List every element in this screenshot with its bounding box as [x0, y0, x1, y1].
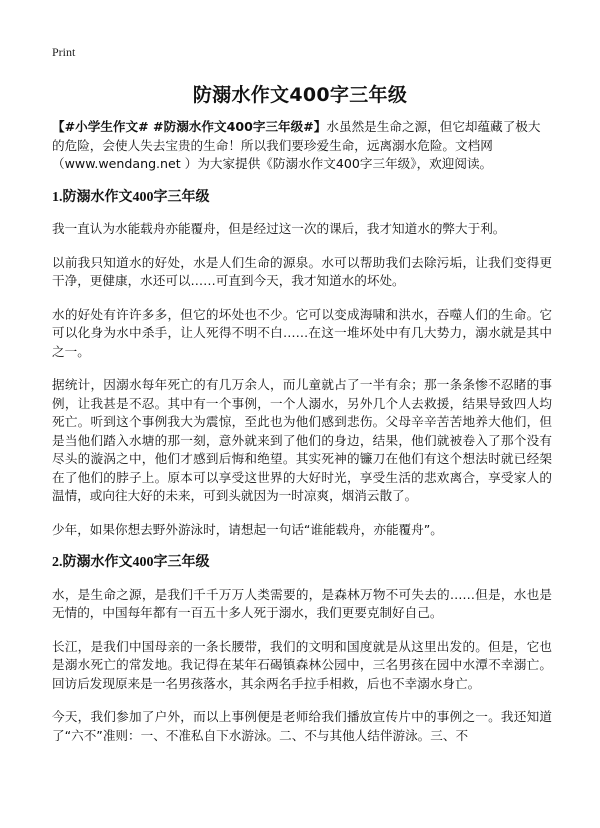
section-1-paragraph-1: 我一直认为水能载舟亦能覆舟，但是经过这一次的课后，我才知道水的弊大于利。 [52, 221, 506, 236]
section-1-paragraph-2: 以前我只知道水的好处，水是人们生命的源泉。水可以帮助我们去除污垢，让我们变得更干净，更健康，水还可以……可直到今天，我才知道水的坏处。 [52, 254, 552, 288]
section-1-paragraph-5: 少年，如果你想去野外游泳时，请想起一句话“谁能载舟，亦能覆舟”。 [52, 521, 443, 537]
section-2-heading: 2.防溺水作文400字三年级 [52, 555, 210, 570]
page-title: 防溺水作文400字三年级 [192, 84, 408, 106]
section-2-paragraph-2: 长江，是我们中国母亲的一条长腰带，我们的文明和国度就是从这里出发的。但是，它也是溺水死亡的常发地。我记得在某年石碣镇森林公园中，三名男孩在园中水潭不幸溺亡。回访后发现原来是一名男孩落水，其余两名手拉手相救，后也不幸溺水身亡。 [52, 638, 552, 691]
section-2-paragraph-3: 今天，我们参加了户外，而以上事例便是老师给我们播放宣传片中的事例之一。我还知道了“六不”准则：一、不准私自下水游泳。二、不与其他人结伴游泳。三、不 [52, 709, 552, 743]
section-2-paragraph-1: 水，是生命之源，是我们千千万万人类需要的，是森林万物不可失去的……但是，水也是无情的，中国每年都有一百五十多人死于溺水，我们更要克制好自己。 [52, 586, 552, 620]
section-1-paragraph-3: 水的好处有许许多多，但它的坏处也不少。它可以变成海啸和洪水，吞噬人们的生命。它可以化身为水中杀手，让人死得不明不白……在这一堆坏处中有几大势力，溺水就是其中之一。 [52, 306, 552, 359]
intro-paragraph [52, 118, 552, 174]
print-link[interactable]: Print [52, 45, 76, 59]
intro-tags: 【#小学生作文# #防溺水作文400字三年级#】 [52, 119, 327, 134]
article-body [52, 118, 552, 760]
section-1-heading: 1.防溺水作文400字三年级 [52, 189, 210, 205]
section-1-paragraph-4: 据统计，因溺水每年死亡的有几万余人，而儿童就占了一半有余；那一条条惨不忍睹的事例，让我甚是不忍。其中有一个事例，一个人溺水，另外几个人去救援，结果导致四人均死亡。听到这个事例我大为震惊，至此也为他们感到悲伤。父母辛辛苦苦地养大他们，但是当他们踏入水塘的那一刻，意外就来到了他们的身边，结果，他们就被卷入了那个没有尽头的漩涡之中，他们才感到后悔和绝望。其实死神的镰刀在他们有这个想法时就已经架在了他们的脖子上。原本可以享受这世界的大好时光，享受生活的悲欢离合，享受家人的温情，或向往大好的未来，可到头就因为一时凉爽，烟消云散了。 [52, 377, 552, 503]
intro-text: 水虽然是生命之源，但它却蕴藏了极大的危险，会使人失去宝贵的生命！所以我们要珍爱生命，远离溺水危险。文档网（www.wendang.net ）为大家提供《防溺水作文400字三年级》，欢迎阅读。 [52, 119, 541, 171]
